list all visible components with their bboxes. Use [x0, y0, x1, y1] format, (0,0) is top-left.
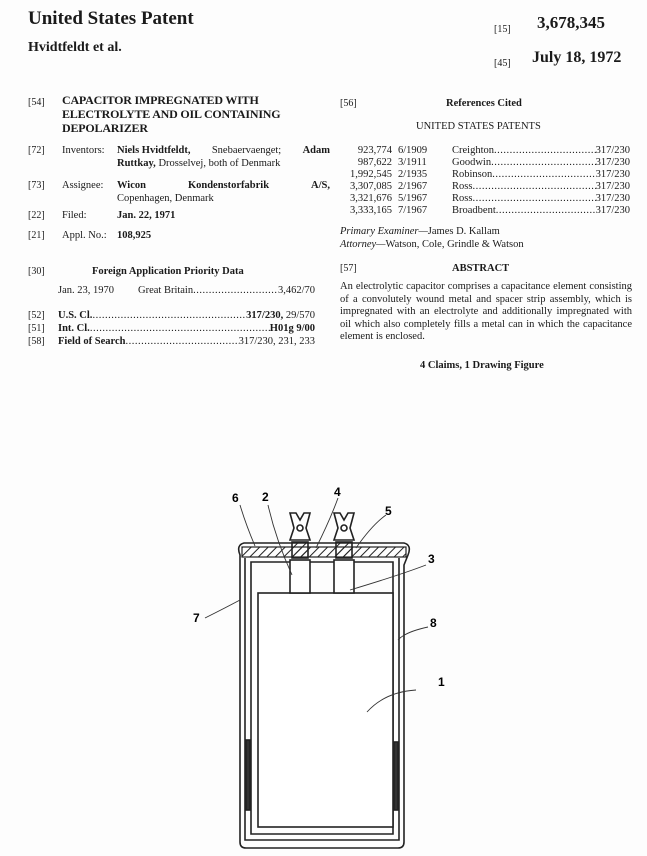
field-code: [54] — [28, 97, 45, 108]
field-code: [52] — [28, 310, 45, 321]
capacitance-element — [258, 593, 393, 827]
priority-number: 3,462/70 — [277, 285, 315, 296]
field-code: [51] — [28, 323, 45, 334]
ref-name: Robinson — [452, 169, 493, 180]
examiner-name: James D. Kallam — [427, 226, 500, 237]
field-code: [73] — [28, 180, 45, 191]
references-subheading: UNITED STATES PATENTS — [416, 121, 541, 132]
figure-label: 7 — [193, 611, 200, 625]
patent-number-code: [15] — [494, 24, 511, 35]
ref-class: 317/230 — [595, 145, 630, 156]
field-code: [58] — [28, 336, 45, 347]
figure-label: 5 — [385, 504, 392, 518]
figure-label: 4 — [334, 485, 341, 499]
field-code: [56] — [340, 98, 357, 109]
references-heading: References Cited — [446, 98, 522, 109]
ref-name: Ross — [452, 181, 473, 192]
claims-count: 4 Claims, 1 Drawing Figure — [420, 360, 544, 371]
ref-number: 3,307,085 — [350, 181, 392, 192]
search-label: Field of Search — [58, 336, 126, 347]
title-line: DEPOLARIZER — [62, 121, 148, 135]
ref-date: 3/1911 — [398, 157, 427, 168]
ref-date: 2/1935 — [398, 169, 428, 180]
field-code: [30] — [28, 266, 45, 277]
inventor-address: Snebaervaenget; — [211, 145, 282, 156]
ref-class: 317/230 — [595, 181, 630, 192]
ref-name: Broadbent — [452, 205, 496, 216]
ref-class: 317/230 — [595, 157, 630, 168]
figure-label: 2 — [262, 490, 269, 504]
title-line: ELECTROLYTE AND OIL CONTAINING — [62, 107, 281, 121]
figure-label: 6 — [232, 491, 239, 505]
figure-label: 1 — [438, 675, 445, 689]
ref-class: 317/230 — [595, 205, 630, 216]
inventor-address: Drosselvej, both of Denmark — [158, 158, 281, 169]
patent-date: July 18, 1972 — [532, 49, 622, 66]
field-code: [72] — [28, 145, 45, 156]
ref-name: Creighton — [452, 145, 494, 156]
abstract-text: An electrolytic capacitor comprises a capacitance element consisting of a convolutely wound metal and spacer strip assembly, which is impregnated with an electrolyte and additionally impregnated with oil which also completely fills a metal can in which the capacitance element is enclosed. — [340, 281, 632, 342]
abstract-heading: ABSTRACT — [452, 263, 510, 274]
attorney-label: Attorney— — [340, 239, 386, 250]
appl-label: Appl. No.: — [62, 230, 107, 241]
field-code: [21] — [28, 230, 45, 241]
examiner-label: Primary Examiner— — [340, 226, 428, 237]
ref-class: 317/230 — [595, 193, 630, 204]
ref-number: 3,321,676 — [350, 193, 392, 204]
assignee-word: A/S, — [311, 180, 330, 191]
field-code: [22] — [28, 210, 45, 221]
ref-class: 317/230 — [595, 169, 630, 180]
ref-date: 7/1967 — [398, 205, 428, 216]
us-class-value: 29/570 — [285, 310, 315, 321]
ref-number: 987,622 — [357, 157, 392, 168]
int-class-label: Int. Cl. — [58, 323, 90, 334]
int-class-value: H01g 9/00 — [269, 323, 315, 334]
inventor-name: Adam — [302, 145, 330, 156]
appl-number: 108,925 — [117, 230, 152, 241]
inventor-name: Niels Hvidtfeldt, — [117, 145, 191, 156]
ref-number: 923,774 — [357, 145, 392, 156]
priority-date: Jan. 23, 1970 — [58, 285, 114, 296]
ref-date: 6/1909 — [398, 145, 428, 156]
figure-label: 3 — [428, 552, 435, 566]
ref-number: 1,992,545 — [350, 169, 392, 180]
document-title: United States Patent — [28, 8, 194, 29]
inventor-name: Ruttkay, — [117, 158, 156, 169]
title-line: CAPACITOR IMPREGNATED WITH — [62, 93, 259, 107]
assignee-word: Kondenstorfabrik — [187, 180, 270, 191]
ref-name: Ross — [452, 193, 473, 204]
patent-number: 3,678,345 — [537, 13, 605, 32]
priority-country: Great Britain — [138, 285, 194, 296]
lid-seal — [242, 547, 406, 557]
priority-heading: Foreign Application Priority Data — [92, 266, 244, 277]
us-class-label: U.S. Cl. — [58, 310, 93, 321]
filed-date: Jan. 22, 1971 — [117, 210, 176, 221]
assignee-label: Assignee: — [62, 180, 104, 191]
attorney-name: Watson, Cole, Grindle & Watson — [385, 239, 524, 250]
ref-name: Goodwin — [452, 157, 492, 168]
inventors-label: Inventors: — [62, 145, 105, 156]
search-value: 317/230, 231, 233 — [238, 336, 315, 347]
authors: Hvidtfeldt et al. — [28, 40, 122, 55]
ref-number: 3,333,165 — [350, 205, 392, 216]
assignee-location: Copenhagen, Denmark — [117, 193, 214, 204]
ref-date: 2/1967 — [398, 181, 428, 192]
us-class-value: 317/230, — [246, 310, 284, 321]
field-code: [57] — [340, 263, 357, 274]
assignee-word: Wicon — [117, 180, 146, 191]
figure-label: 8 — [430, 616, 437, 630]
date-code: [45] — [494, 58, 511, 69]
filed-label: Filed: — [62, 210, 87, 221]
ref-date: 5/1967 — [398, 193, 428, 204]
